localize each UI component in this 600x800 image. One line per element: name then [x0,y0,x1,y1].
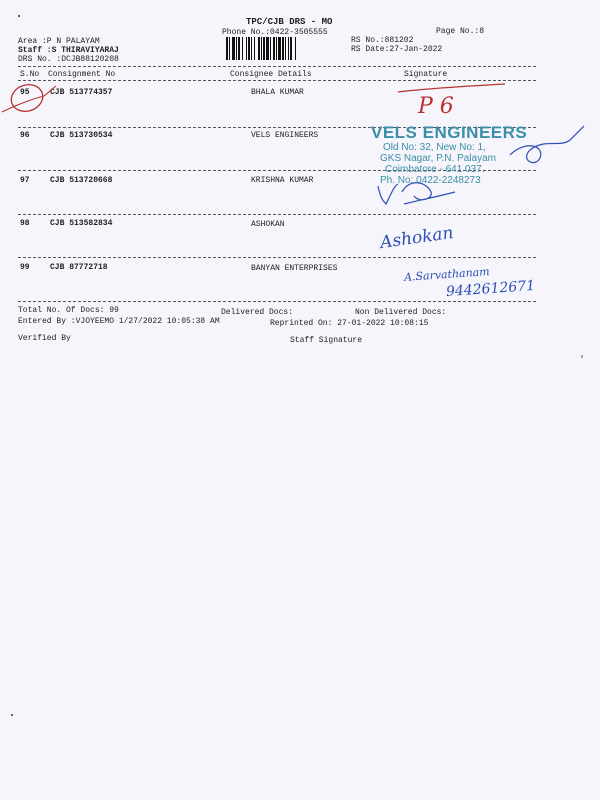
company-stamp-address-3: Coimbatore - 641 037. [385,164,485,175]
area-label: Area :P N PALAYAM [18,37,100,46]
red-circle-annotation [8,81,46,116]
scan-speck [581,355,583,358]
row-98-signature: Ashokan [378,222,455,254]
row-consignment-no: CJB 513774357 [50,88,113,97]
row-consignee: BHALA KUMAR [251,88,304,97]
entered-by: Entered By :VJOYEEMO 1/27/2022 10:05:38 AM [18,317,220,326]
document-title: TPC/CJB DRS - MO [246,17,333,27]
column-header-signature: Signature [404,70,448,79]
rs-number: RS No.:881202 [351,36,414,45]
scan-speck [11,714,13,716]
drs-number: DRS No. :DCJB88120208 [18,55,119,64]
red-signature-stroke [398,84,505,92]
row-consignee: VELS ENGINEERS [251,131,319,140]
company-stamp-name: VELS ENGINEERS [371,123,528,142]
column-header-consignment: Consignment No [48,70,116,79]
phone-number: Phone No.:0422-3505555 [222,28,328,37]
non-delivered-docs: Non Delivered Docs: [355,308,447,317]
row-consignment-no: CJB 513730534 [50,131,113,140]
staff-label: Staff :S THIRAVIYARAJ [18,46,119,55]
company-stamp-address-1: Old No: 32, New No: 1, [383,142,486,153]
page-number: Page No.:8 [436,27,485,36]
row-consignee: KRISHNA KUMAR [251,176,314,185]
company-stamp-address-2: GKS Nagar, P.N. Palayam [380,153,496,164]
total-docs: Total No. Of Docs: 99 [18,306,119,315]
row-96-handwritten-note: P 6 [418,94,454,119]
verified-by: Verified By [18,334,71,343]
staff-signature: Staff Signature [290,336,363,345]
red-circle-tail [2,86,56,112]
row-sno: 96 [20,131,30,140]
row-consignee: BANYAN ENTERPRISES [251,264,338,273]
row-consignee: ASHOKAN [251,220,285,229]
row-sno: 97 [20,176,30,185]
company-stamp-phone: Ph. No: 0422-2248273 [380,175,481,186]
row-97-signature [378,183,455,204]
delivered-docs: Delivered Docs: [221,308,294,317]
row-consignment-no: CJB 513582834 [50,219,113,228]
scan-speck [18,15,20,17]
column-header-sno: S.No [20,70,40,79]
rs-date: RS Date:27-Jan-2022 [351,45,443,54]
column-header-consignee: Consignee Details [230,70,312,79]
row-sno: 99 [20,263,30,272]
row-99-signature: A.Sarvathanam [403,265,491,284]
row-96-signature-scribble [510,126,584,163]
row-sno: 95 [20,88,30,97]
row-consignment-no: CJB 87772718 [50,263,108,272]
row-consignment-no: CJB 513720668 [50,176,113,185]
reprinted-on: Reprinted On: 27-01-2022 10:08:15 [270,319,429,328]
row-99-phone: 9442612671 [445,277,536,301]
row-sno: 98 [20,219,30,228]
